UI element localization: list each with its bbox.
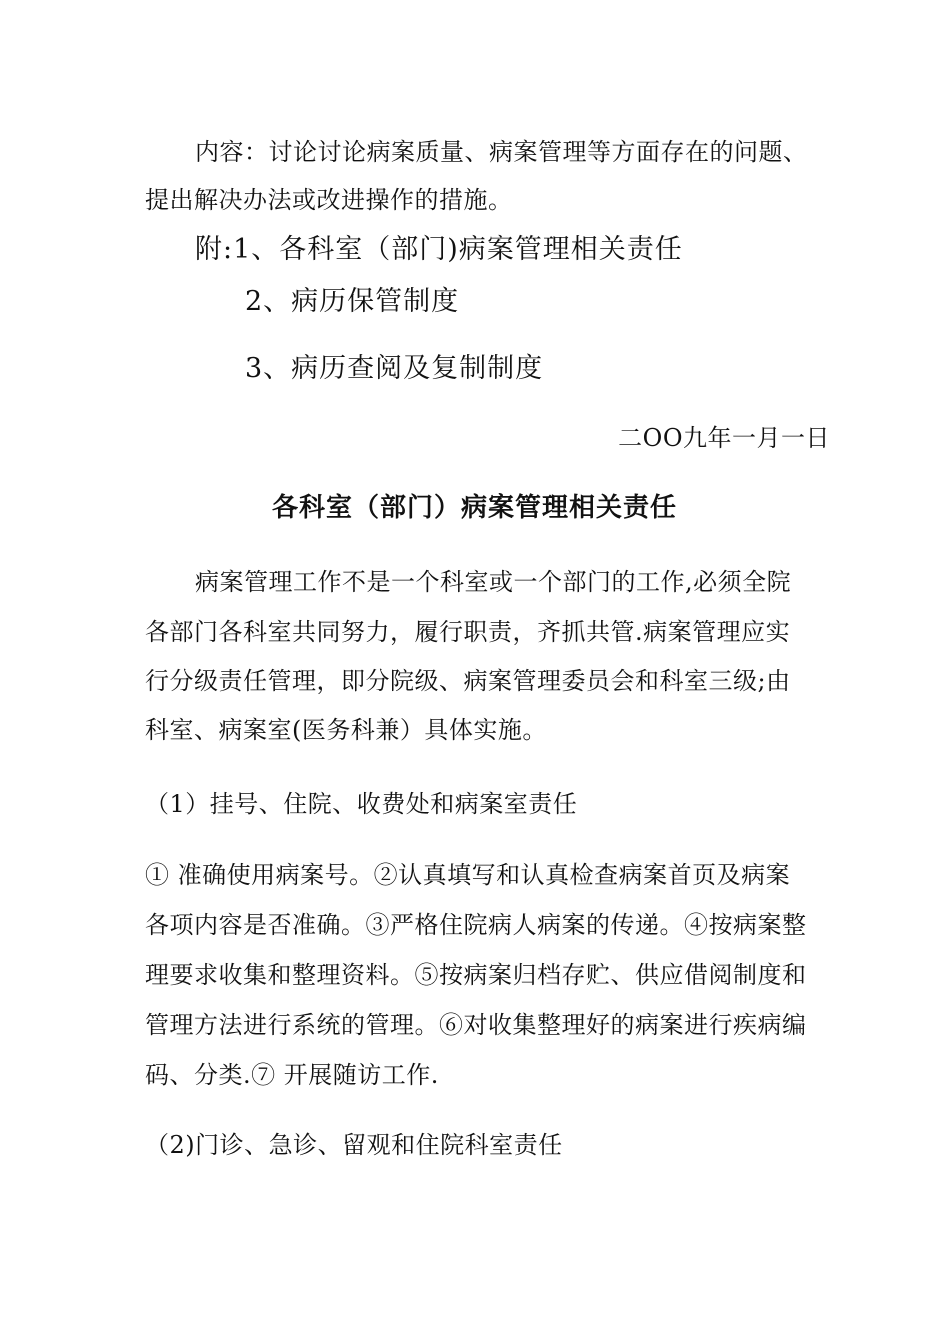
attachment-item-3: 3、病历查阅及复制制度 xyxy=(245,353,544,384)
section-title: 各科室（部门）病案管理相关责任 xyxy=(272,493,678,523)
sub1-line-4: 管理方法进行系统的管理。⑥对收集整理好的病案进行疾病编 xyxy=(145,1011,807,1039)
sub1-heading: （1）挂号、住院、收费处和病案室责任 xyxy=(145,790,578,818)
document-date: 二OO九年一月一日 xyxy=(618,424,830,452)
paragraph-line-2: 各部门各科室共同努力，履行职责，齐抓共管.病案管理应实 xyxy=(145,618,791,646)
sub1-line-1: ① 准确使用病案号。②认真填写和认真检查病案首页及病案 xyxy=(145,861,791,889)
intro-line-2: 提出解决办法或改进操作的措施。 xyxy=(145,186,513,214)
paragraph-line-4: 科室、病案室(医务科兼）具体实施。 xyxy=(145,716,547,744)
sub2-heading: （2)门诊、急诊、留观和住院科室责任 xyxy=(145,1131,563,1159)
paragraph-line-3: 行分级责任管理，即分院级、病案管理委员会和科室三级;由 xyxy=(145,667,791,695)
sub1-line-2: 各项内容是否准确。③严格住院病人病案的传递。④按病案整 xyxy=(145,911,807,939)
sub1-line-3: 理要求收集和整理资料。⑤按病案归档存贮、供应借阅制度和 xyxy=(145,961,807,989)
attachment-item-2: 2、病历保管制度 xyxy=(245,286,460,317)
intro-line-1: 内容：讨论讨论病案质量、病案管理等方面存在的问题、 xyxy=(195,138,808,166)
sub1-line-5: 码、分类.⑦ 开展随访工作. xyxy=(145,1061,439,1089)
paragraph-line-1: 病案管理工作不是一个科室或一个部门的工作,必须全院 xyxy=(195,568,792,596)
attachment-item-1: 附:1、各科室（部门)病案管理相关责任 xyxy=(195,234,683,265)
